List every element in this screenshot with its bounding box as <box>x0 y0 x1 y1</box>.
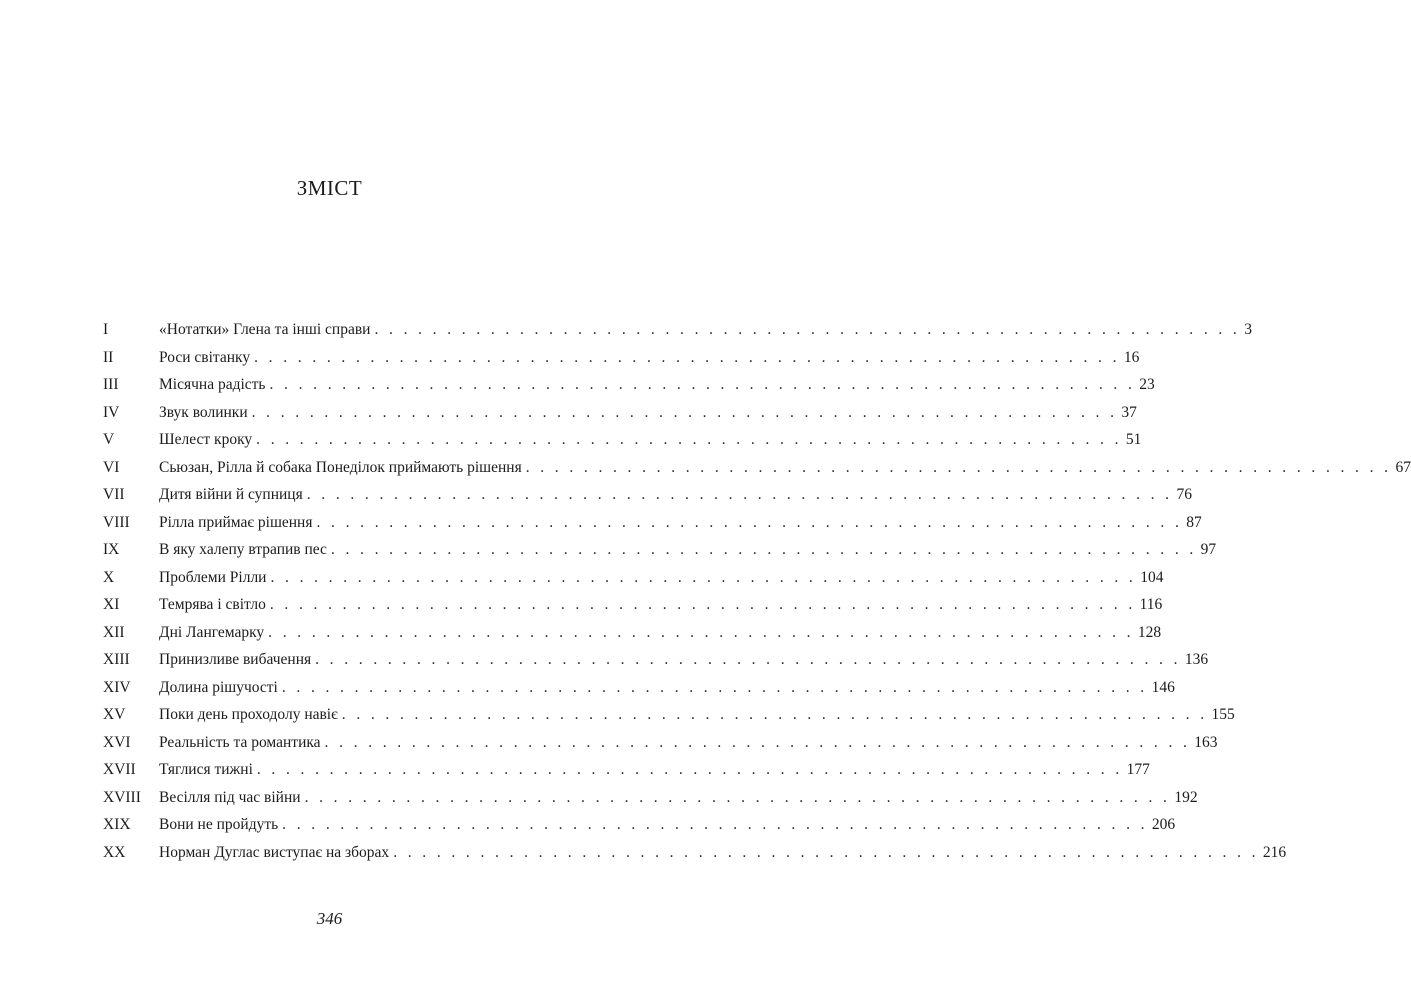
dot-leader: . . . . . . . . . . . . . . . . . . . . . . . . . . . . . . . . . . . . . . . . . . . . . . . . . . . . . . . . . . . . <box>324 733 1191 751</box>
chapter-title: Поки день проходолу навіє <box>159 706 338 723</box>
dot-leader: . . . . . . . . . . . . . . . . . . . . . . . . . . . . . . . . . . . . . . . . . . . . . . . . . . . . . . . . . . . . <box>269 596 1136 613</box>
chapter-title: Шелест кроку <box>159 431 253 448</box>
dot-leader: . . . . . . . . . . . . . . . . . . . . . . . . . . . . . . . . . . . . . . . . . . . . . . . . . . . . . . . . . . . . <box>393 843 1259 861</box>
chapter-number: XVIII <box>103 788 141 806</box>
chapter-page-number: 192 <box>1174 788 1198 806</box>
chapter-page-number: 146 <box>1151 678 1175 696</box>
chapter-title: Сьюзан, Рілла й собака Понеділок приймають рішення <box>159 458 522 476</box>
chapter-title: Проблеми Рілли <box>159 568 267 586</box>
dot-leader: . . . . . . . . . . . . . . . . . . . . . . . . . . . . . . . . . . . . . . . . . . . . . . . . . . . . . . . . . . . . <box>306 486 1173 503</box>
chapter-title: Вони не пройдуть <box>159 816 279 833</box>
page-title: ЗМІСТ <box>296 176 363 200</box>
chapter-number: V <box>103 431 115 448</box>
chapter-page-number: 206 <box>1151 816 1176 833</box>
toc-entry <box>103 316 1252 344</box>
toc-entry <box>103 536 1217 564</box>
toc-entry <box>103 839 1287 867</box>
dot-leader: . . . . . . . . . . . . . . . . . . . . . . . . . . . . . . . . . . . . . . . . . . . . . . . . . . . . . . . . . . . . <box>282 816 1148 833</box>
dot-leader: . . . . . . . . . . . . . . . . . . . . . . . . . . . . . . . . . . . . . . . . . . . . . . . . . . . . . . . . . . . . <box>251 403 1118 421</box>
chapter-page-number: 87 <box>1186 513 1202 531</box>
toc-entry <box>103 811 1176 839</box>
chapter-page-number: 16 <box>1123 348 1140 366</box>
dot-leader: . . . . . . . . . . . . . . . . . . . . . . . . . . . . . . . . . . . . . . . . . . . . . . . . . . . . . . . . . . . . <box>315 651 1181 668</box>
chapter-number: XV <box>103 706 126 723</box>
dot-leader: . . . . . . . . . . . . . . . . . . . . . . . . . . . . . . . . . . . . . . . . . . . . . . . . . . . . . . . . . . . . <box>316 513 1183 531</box>
chapter-page-number: 67 <box>1395 458 1411 476</box>
chapter-page-number: 177 <box>1126 761 1150 778</box>
toc-entry <box>103 619 1162 647</box>
chapter-number: X <box>103 568 115 586</box>
chapter-page-number: 155 <box>1211 706 1235 723</box>
chapter-title: Принизливе вибачення <box>159 651 312 668</box>
chapter-page-number: 104 <box>1140 568 1164 586</box>
toc-entry <box>103 784 1198 812</box>
toc-entry <box>103 509 1202 537</box>
chapter-title: Місячна радість <box>159 376 266 393</box>
dot-leader: . . . . . . . . . . . . . . . . . . . . . . . . . . . . . . . . . . . . . . . . . . . . . . . . . . . . . . . . . . . . <box>374 321 1241 338</box>
chapter-title: Дні Лангемарку <box>159 623 265 641</box>
chapter-number: I <box>103 321 109 338</box>
dot-leader: . . . . . . . . . . . . . . . . . . . . . . . . . . . . . . . . . . . . . . . . . . . . . . . . . . . . . . . . . . . . <box>304 788 1171 806</box>
chapter-title: Тяглися тижні <box>159 761 253 778</box>
toc-entry <box>103 426 1142 454</box>
toc-entry <box>103 674 1175 702</box>
toc-entry <box>103 729 1218 757</box>
dot-leader: . . . . . . . . . . . . . . . . . . . . . . . . . . . . . . . . . . . . . . . . . . . . . . . . . . . . . . . . . . . . <box>254 348 1120 366</box>
chapter-page-number: 97 <box>1200 541 1217 558</box>
chapter-page-number: 216 <box>1262 843 1287 861</box>
chapter-page-number: 128 <box>1137 623 1162 641</box>
toc-entry <box>103 481 1192 509</box>
dot-leader: . . . . . . . . . . . . . . . . . . . . . . . . . . . . . . . . . . . . . . . . . . . . . . . . . . . . . . . . . . . . <box>281 678 1148 696</box>
toc-entry <box>103 646 1209 674</box>
chapter-number: XII <box>103 623 125 641</box>
dot-leader: . . . . . . . . . . . . . . . . . . . . . . . . . . . . . . . . . . . . . . . . . . . . . . . . . . . . . . . . . . . . <box>268 623 1134 641</box>
chapter-title: В яку халепу втрапив пес <box>159 541 327 558</box>
chapter-title: Долина рішучості <box>159 678 278 696</box>
chapter-number: IV <box>103 403 120 421</box>
chapter-page-number: 76 <box>1176 486 1192 503</box>
chapter-number: IX <box>103 541 120 558</box>
chapter-page-number: 37 <box>1121 403 1137 421</box>
chapter-number: XX <box>103 843 126 861</box>
chapter-number: XIII <box>103 651 130 668</box>
dot-leader: . . . . . . . . . . . . . . . . . . . . . . . . . . . . . . . . . . . . . . . . . . . . . . . . . . . . . . . . . . . . <box>341 706 1208 723</box>
toc-entry <box>103 591 1163 619</box>
table-of-contents <box>103 316 1411 866</box>
chapter-number: III <box>103 376 119 393</box>
chapter-number: II <box>103 348 114 366</box>
chapter-title: Звук волинки <box>159 403 248 421</box>
chapter-number: XVII <box>103 761 136 778</box>
dot-leader: . . . . . . . . . . . . . . . . . . . . . . . . . . . . . . . . . . . . . . . . . . . . . . . . . . . . . . . . . . . . <box>330 541 1197 558</box>
chapter-page-number: 23 <box>1139 376 1155 393</box>
chapter-number: XIX <box>103 816 131 833</box>
chapter-page-number: 51 <box>1125 431 1142 448</box>
chapter-title: Норман Дуглас виступає на зборах <box>159 843 390 861</box>
chapter-number: VIII <box>103 513 130 531</box>
dot-leader: . . . . . . . . . . . . . . . . . . . . . . . . . . . . . . . . . . . . . . . . . . . . . . . . . . . . . . . . . . . . <box>269 376 1136 393</box>
toc-entry <box>103 399 1137 427</box>
dot-leader: . . . . . . . . . . . . . . . . . . . . . . . . . . . . . . . . . . . . . . . . . . . . . . . . . . . . . . . . . . . . <box>256 431 1122 448</box>
toc-entry <box>103 454 1411 482</box>
toc-entry <box>103 344 1140 372</box>
chapter-page-number: 136 <box>1184 651 1209 668</box>
dot-leader: . . . . . . . . . . . . . . . . . . . . . . . . . . . . . . . . . . . . . . . . . . . . . . . . . . . . . . . . . . . . <box>256 761 1123 778</box>
chapter-title: Темрява і світло <box>159 596 266 613</box>
chapter-page-number: 163 <box>1194 733 1218 751</box>
chapter-title: Рілла приймає рішення <box>159 513 313 531</box>
chapter-number: VII <box>103 486 125 503</box>
toc-entry <box>103 701 1235 729</box>
chapter-title: Дитя війни й супниця <box>159 486 303 503</box>
chapter-title: Весілля під час війни <box>159 788 301 806</box>
toc-entry <box>103 564 1164 592</box>
toc-entry <box>103 756 1150 784</box>
chapter-number: VI <box>103 458 120 476</box>
toc-entry <box>103 371 1155 399</box>
chapter-number: XIV <box>103 678 131 696</box>
chapter-number: XI <box>103 596 120 613</box>
page-number: 346 <box>316 909 343 928</box>
chapter-number: XVI <box>103 733 131 751</box>
chapter-title: Роси світанку <box>159 348 251 366</box>
chapter-page-number: 116 <box>1139 596 1163 613</box>
chapter-title: «Нотатки» Глена та інші справи <box>159 321 371 338</box>
dot-leader: . . . . . . . . . . . . . . . . . . . . . . . . . . . . . . . . . . . . . . . . . . . . . . . . . . . . . . . . . . . . <box>525 458 1392 476</box>
chapter-title: Реальність та романтика <box>159 733 321 751</box>
dot-leader: . . . . . . . . . . . . . . . . . . . . . . . . . . . . . . . . . . . . . . . . . . . . . . . . . . . . . . . . . . . . <box>270 568 1137 586</box>
chapter-page-number: 3 <box>1244 321 1252 338</box>
